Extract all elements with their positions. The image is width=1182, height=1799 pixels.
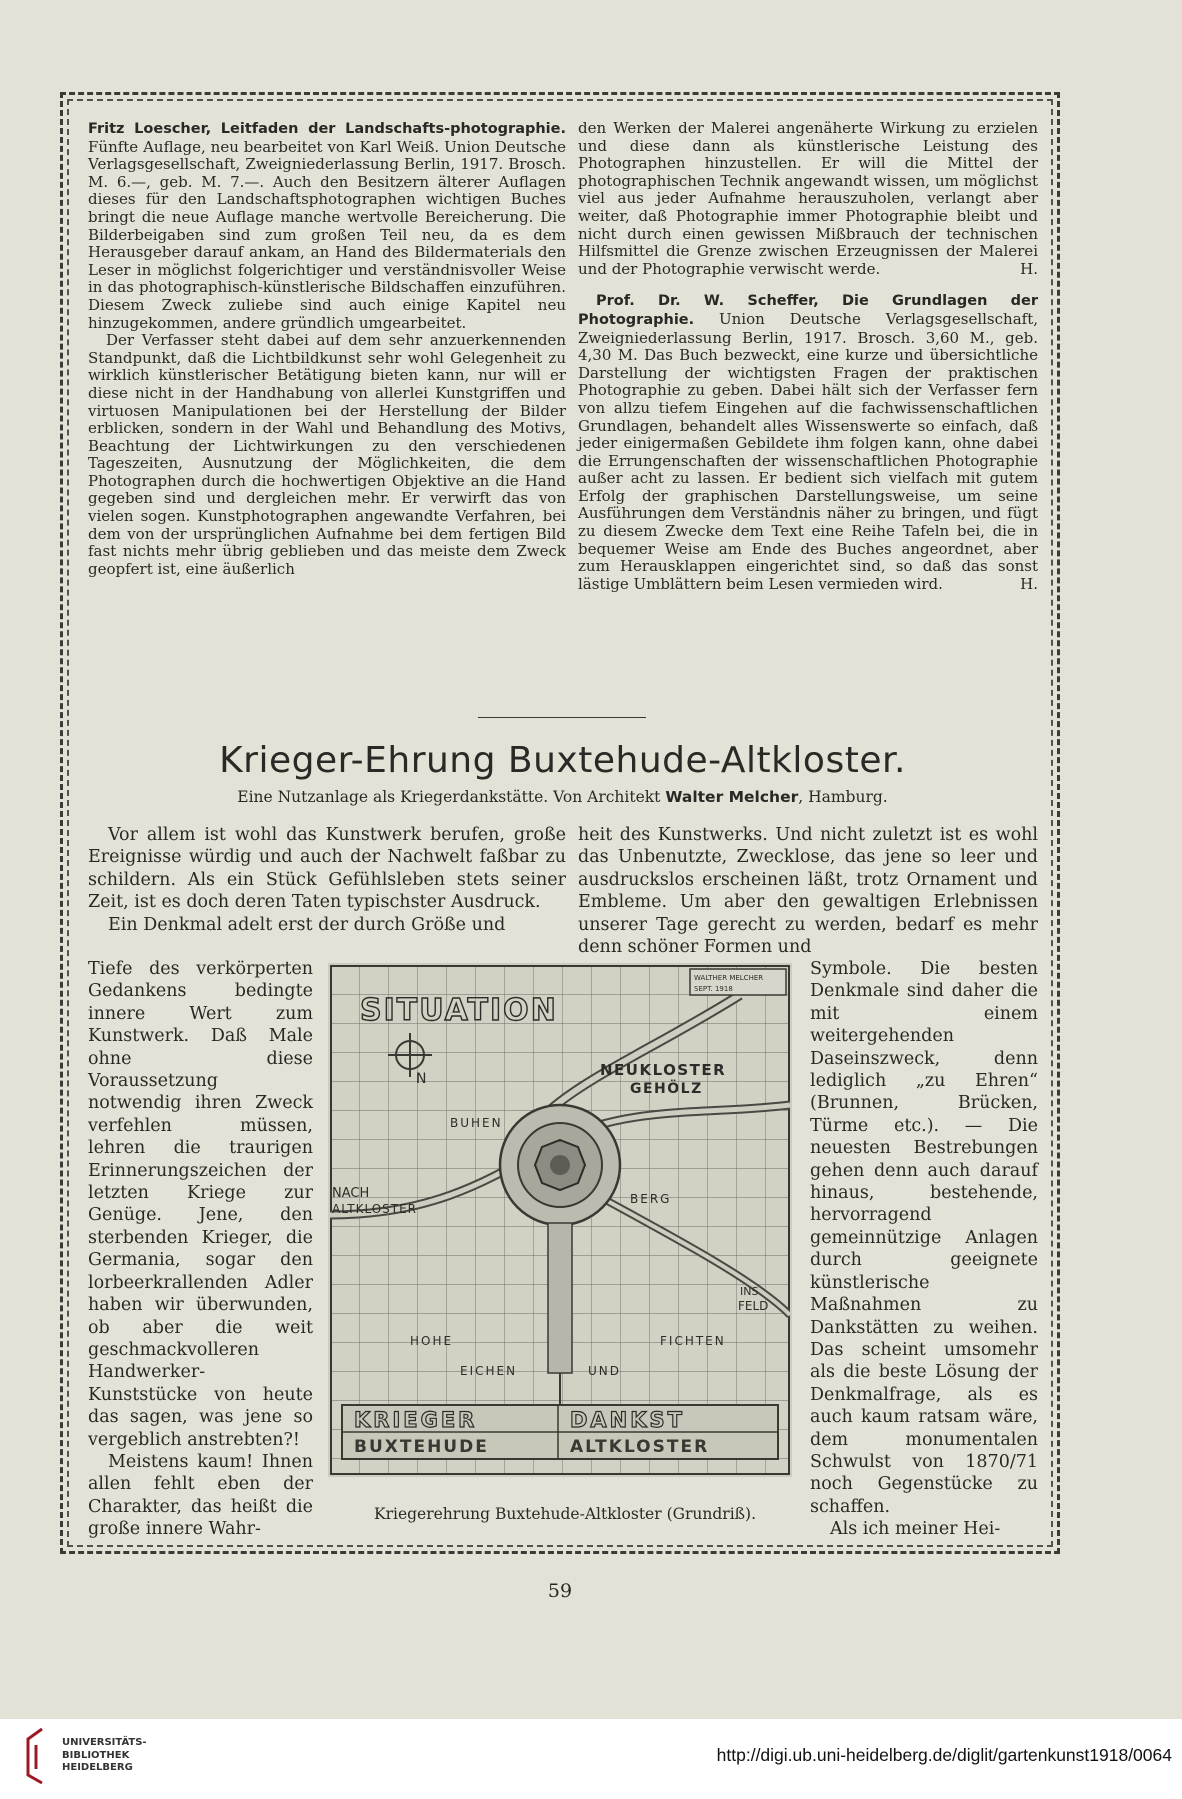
review2-signature: H.	[1020, 574, 1038, 593]
label-fichten: FICHTEN	[660, 1334, 726, 1348]
label-und: UND	[588, 1364, 621, 1378]
review2-title: Prof. Dr. W. Scheffer, Die Grundlagen der Photographie.	[578, 293, 1038, 328]
article-left-paragraph-1: Vor allem ist wohl das Kunstwerk berufen, große Ereignisse würdig und auch der Nachwelt faßbar zu schildern. Als ein Stück Gefühlsleben stets seiner Zeit, ist es doch deren Taten typischster Ausdruck.	[88, 825, 566, 913]
article-subtitle: Eine Nutzanlage als Kriegerdankstätte. Von Architekt Walter Melcher, Hamburg.	[237, 788, 888, 806]
label-berg: BERG	[630, 1192, 672, 1206]
label-ins: INS	[740, 1285, 759, 1298]
banner-krieger: KRIEGER	[354, 1408, 478, 1432]
review2-paragraph: Prof. Dr. W. Scheffer, Die Grundlagen der Photographie. Union Deutsche Verlagsgesellschaft, Zweigniederlassung Berlin, 1917. Brosch. 3,60 M., geb. 4,30 M. Das Buch bezweckt, eine kurze und übersichtliche Darstellung der wichtigsten Fragen der praktischen Photographie zu geben. Dabei hält sich der Verfasser fern von allzu tiefem Eingehen auf die fachwissenschaftlichen Grundlagen, behandelt alles Wissenswerte so einfach, daß jeder einigermaßen Gebildete ihm folgen kann, ohne dabei die Errungenschaften der wissenschaftlichen Photographie außer acht zu lassen. Er bedient sich vielfach mit gutem Erfolg der graphischen Darstellungsweise, um seine Ausführungen dem Verständnis näher zu bringen, und fügt zu diesem Zwecke dem Text eine Reihe Tafeln bei, die in bequemer Weise am Ende des Buches angeordnet, aber zum Herausklappen eingerichtet sind, so daß das sonst lästige Umblättern beim Lesen vermieden wird. H.	[578, 293, 1038, 593]
plan-date: SEPT. 1918	[694, 985, 733, 993]
review1-paragraph-3: den Werken der Malerei angenäherte Wirkung zu erzielen und diese dann als künstlerische Leistung des Photographen hinzustellen. Er will die Mittel der photographischen Technik angewandt wissen, um möglichst viel aus jeder Aufnahme herauszuholen, verlangt aber weiter, daß Photographie immer Photographie bleibt und nicht durch einen gewissen Mißbrauch der technischen Hilfsmittel die Grenze zwischen Erzeugnissen der Malerei und der Photographie verwischt werde. H.	[578, 119, 1038, 278]
article-right-top	[578, 824, 1038, 958]
banner-dankst: DANKST	[570, 1408, 685, 1432]
review1-paragraph-1: Fritz Loescher, Leitfaden der Landschafts-photographie. Fünfte Auflage, neu bearbeitet von Karl Weiß. Union Deutsche Verlagsgesellschaft, Zweigniederlassung Berlin, 1917. Brosch. M. 6.—, geb. M. 7.—. Auch den Besitzern älterer Auflagen dieses für den Landschaftsphotographen wichtigen Buches bringt die neue Auflage manche wertvolle Bereicherung. Die Bilderbeigaben sind zum großen Teil neu, da es dem Herausgeber darauf ankam, an Hand des Bildermaterials den Leser in möglichst folgerichtiger und verständnisvoller Weise in das photographisch-künstlerische Bildschaffen einzuführen. Diesem Zweck zuliebe sind auch einige Kapitel neu hinzugekommen, andere gründlich umgearbeitet.	[88, 121, 566, 332]
article-right-paragraph-2: Als ich meiner Hei-	[830, 1519, 1001, 1540]
site-plan-drawing	[330, 965, 790, 1475]
label-altkloster: ALTKLOSTER	[332, 1202, 418, 1216]
label-feld: FELD	[738, 1299, 769, 1313]
review1-title: Fritz Loescher, Leitfaden der Landschafts-photographie.	[88, 121, 566, 137]
article-left-top	[88, 824, 566, 936]
article-right-paragraph-1b: Symbole. Die besten Denkmale sind daher die mit einem weitergehenden Daseinszweck, denn lediglich „zu Ehren“ (Brunnen, Brücken, Türme etc.). — Die neuesten Bestrebungen gehen denn auch darauf hinaus, bestehende, hervorragend gemeinnützige Anlagen durch geeignete künstlerische Maßnahmen zu Dankstätten zu weihen. Das scheint umsomehr als die beste Lösung der Denkmalfrage, als es auch kaum ratsam wäre, dem monumentalen Schwulst von 1870/71 noch Gegenstücke zu schaffen.	[810, 959, 1038, 1517]
article-right-narrow	[810, 958, 1038, 1541]
page-number: 59	[547, 1580, 573, 1602]
site-plan-figure	[330, 965, 790, 1475]
label-hohe: HOHE	[410, 1334, 454, 1348]
south-axis	[548, 1223, 572, 1373]
monument-center	[550, 1155, 570, 1175]
plan-north-label: N	[416, 1071, 427, 1087]
review1-paragraph-2: Der Verfasser steht dabei auf dem sehr anzuerkennenden Standpunkt, daß die Lichtbildkunst sehr wohl Gelegenheit zu wirklich künstlerischer Betätigung bieten kann, nur will er diese nicht in der Handhabung von allerlei Kunstgriffen und virtuosen Manipulationen bei der Herstellung der Bilder erblicken, sondern in der Wahl und Behandlung des Motivs, Beachtung der Lichtwirkungen zu den verschiedenen Tageszeiten, Ausnutzung der Möglichkeiten, die dem Photographen durch die hochwertigen Objektive an die Hand gegeben sind und dergleichen mehr. Er verwirft das von vielen sogen. Kunstphotographen angewandte Verfahren, bei dem von der ursprünglichen Aufnahme bei dem fertigen Bild fast nichts mehr übrig geblieben und das meiste dem Zweck geopfert ist, eine äußerlich	[88, 331, 566, 578]
plan-signature: WALTHER MELCHER	[694, 974, 764, 982]
article-right-paragraph-1a: heit des Kunstwerks. Und nicht zuletzt ist es wohl das Unbenutzte, Zwecklose, das jene so leer und ausdruckslos erscheinen läßt, trotz Ornament und Embleme. Um aber den gewaltigen Erlebnissen unserer Tage gerecht zu werden, bedarf es mehr denn schöner Formen und	[578, 825, 1038, 958]
article-left-paragraph-3: Meistens kaum! Ihnen allen fehlt eben der Charakter, das heißt die große innere Wahr-	[88, 1451, 313, 1540]
label-buhen: BUHEN	[450, 1116, 503, 1130]
article-left-paragraph-2b: Tiefe des verkörperten Gedankens bedingte innere Wert zum Kunstwerk. Daß Male ohne diese Voraussetzung notwendig ihren Zweck verfehlen müssen, lehren die traurigen Erinnerungszeichen der letzten Kriege zur Genüge. Jene, den sterbenden Krieger, die Germania, sogar den lorbeerkrallenden Adler haben wir überwunden, ob aber die weit geschmackvolleren Handwerker-Kunststücke von heute das sagen, was jene so vergeblich anstrebten?!	[88, 959, 313, 1450]
library-logo-icon	[22, 1725, 46, 1785]
label-eichen: EICHEN	[460, 1364, 518, 1378]
article-author: Walter Melcher	[665, 788, 799, 806]
library-name: UNIVERSITÄTS- BIBLIOTHEK HEIDELBERG	[62, 1737, 147, 1773]
source-url-link[interactable]: http://digi.ub.uni-heidelberg.de/diglit/gartenkunst1918/0064	[716, 1745, 1172, 1765]
figure-caption: Kriegerehrung Buxtehude-Altkloster (Grundriß).	[374, 1505, 756, 1523]
article-title: Krieger-Ehrung Buxtehude-Altkloster.	[219, 740, 906, 781]
section-divider	[478, 717, 646, 718]
plan-title: SITUATION	[360, 993, 558, 1028]
review-column-right	[578, 120, 1038, 593]
banner-buxtehude: BUXTEHUDE	[354, 1437, 489, 1457]
review-column-left	[88, 120, 566, 578]
review1-signature: H.	[1020, 259, 1038, 278]
label-gehoelz: GEHÖLZ	[630, 1081, 703, 1097]
label-nach: NACH	[332, 1186, 370, 1201]
banner-altkloster: ALTKLOSTER	[570, 1437, 710, 1457]
article-left-paragraph-2a: Ein Denkmal adelt erst der durch Größe und	[108, 914, 506, 935]
label-neukloster: NEUKLOSTER	[600, 1061, 727, 1079]
article-left-narrow	[88, 958, 313, 1541]
